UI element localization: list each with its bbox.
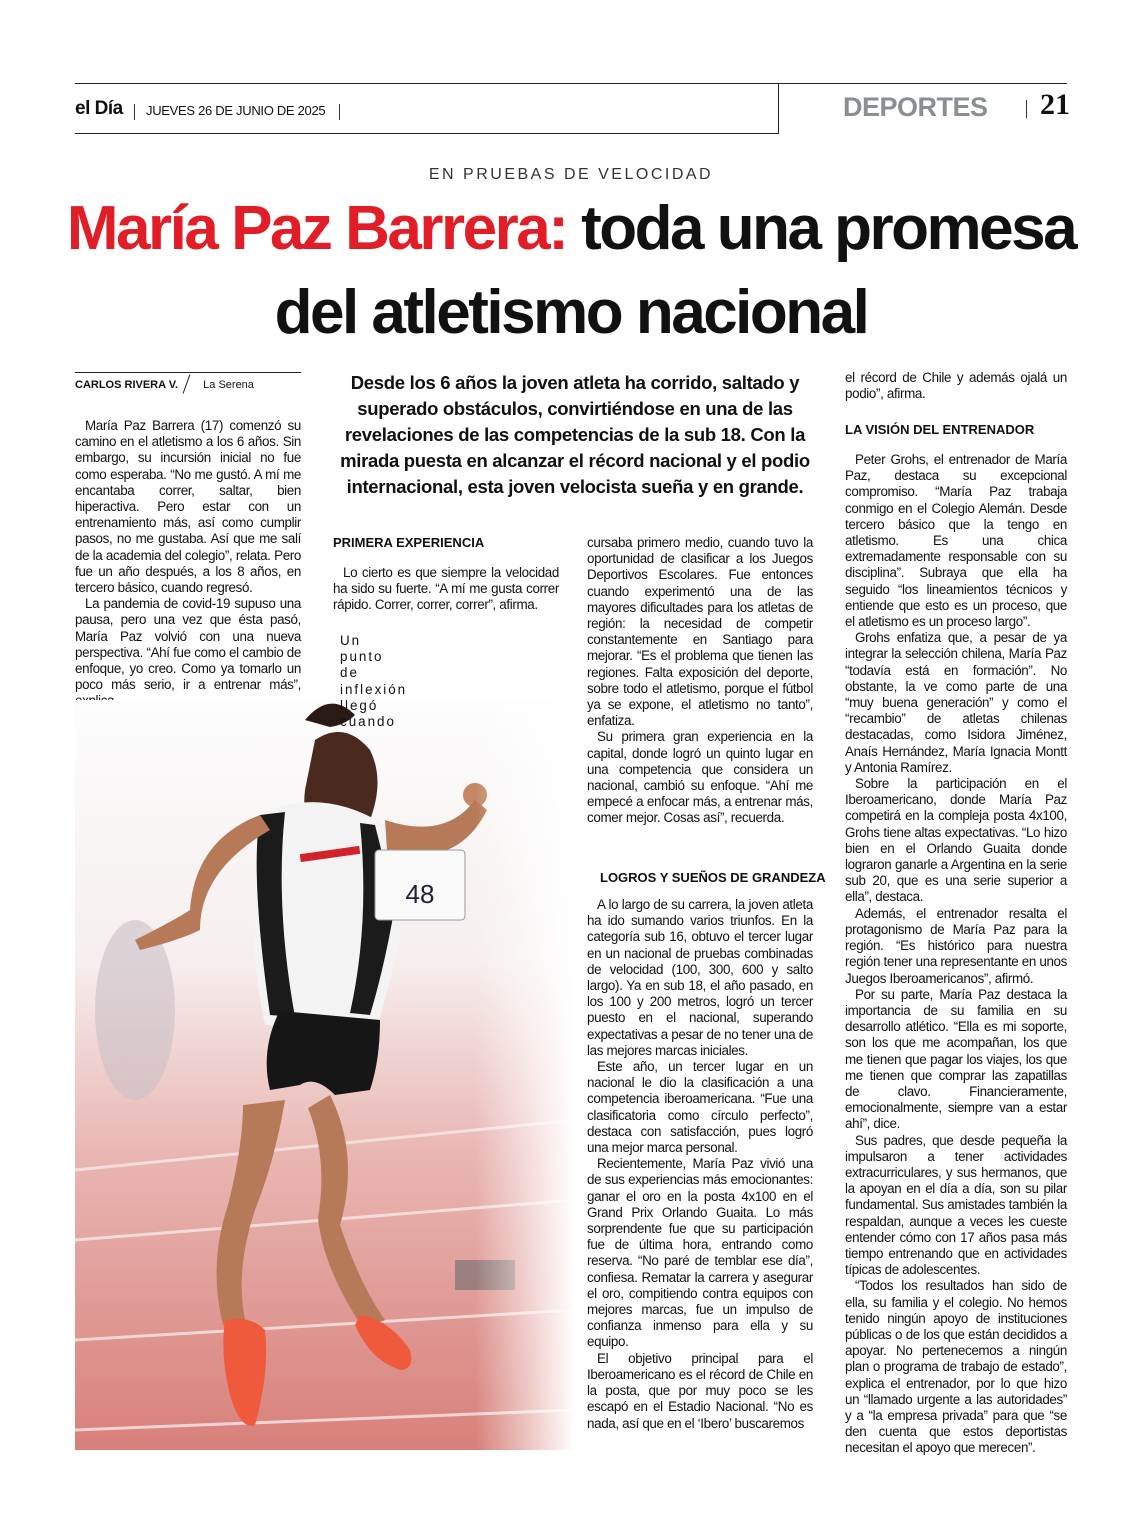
subhead-vision: LA VISIÓN DEL ENTRENADOR xyxy=(845,422,1035,437)
header-separator xyxy=(134,104,135,120)
headline-line-2: del atletismo nacional xyxy=(274,278,868,347)
header-divider xyxy=(778,84,779,134)
paragraph: Un punto de inflexión llegó cuando xyxy=(340,633,408,730)
column-3-bottom xyxy=(587,897,813,1432)
column-1 xyxy=(75,418,301,710)
subhead-logros: LOGROS Y SUEÑOS DE GRANDEZA xyxy=(600,870,826,885)
subhead-primera-experiencia: PRIMERA EXPERIENCIA xyxy=(333,535,485,550)
paragraph: El objetivo principal para el Iberoamericano es el récord de Chile en la posta, que por muy poco se les escapó en el Estadio Nacional. “No es nada, así que en el ‘Ibero’ buscaremos xyxy=(587,1350,813,1431)
location: La Serena xyxy=(203,379,254,391)
section-name: DEPORTES xyxy=(843,92,988,122)
header-bottom-rule xyxy=(75,133,778,134)
issue-date: JUEVES 26 DE JUNIO DE 2025 xyxy=(146,103,326,118)
header-separator xyxy=(1026,100,1027,118)
column-4 xyxy=(845,452,1067,1457)
headline-text: toda una promesa xyxy=(581,194,1076,263)
photo-illustration xyxy=(75,700,575,1450)
paragraph: Por su parte, María Paz destaca la importancia de su familia en su desarrollo atlético. “Ella es mi soporte, son los que me acompañan, los que me tienen que pagar los viajes, los que me tienen que comprar las zapatillas de clavo. Financieramente, emocionalmente, siempre van a estar ahí”, dice. xyxy=(845,986,1067,1132)
author: CARLOS RIVERA V. xyxy=(75,379,179,391)
column-4-top xyxy=(845,370,1067,402)
column-2-wrap xyxy=(340,633,408,730)
paragraph: Grohs enfatiza que, a pesar de ya integrar la selección chilena, María Paz “todavía está en formación”. No obstante, la ve como parte de una “muy buena generación” y como el “recambio” de atletas chilenas destacadas, como Isidora Jiménez, Anaís Hernández, María Ignacia Montt y Antonia Ramírez. xyxy=(845,630,1067,775)
paragraph: Además, el entrenador resalta el protagonismo de María Paz para la región. “Es histórico para nuestra región tener una representante en unos Juegos Iberoamericanos”, afirmó. xyxy=(845,905,1067,986)
column-3-top xyxy=(587,535,813,827)
paragraph: Peter Grohs, el entrenador de María Paz, destaca su excepcional compromiso. “María Paz trabaja conmigo en el Colegio Alemán. Desde tercero básico que la tengo en atletismo. Es una chica extremadamente responsable con su disciplina”. Subraya que ella ha seguido “los lineamientos técnicos y entiende que esto es un proceso, que el atletismo es un proceso largo”. xyxy=(845,452,1067,630)
paragraph: Lo cierto es que siempre la velocidad ha sido su fuerte. “A mí me gusta correr rápido. Correr, correr, correr”, afirma. xyxy=(333,565,559,613)
header-top-rule xyxy=(75,83,1067,84)
paragraph: Su primera gran experiencia en la capital, donde logró un quinto lugar en una competencia que considera un nacional, cambió su enfoque. “Ahí me empecé a enfocar más, a entrenar más, comer mejor. Cosas así”, recuerda. xyxy=(587,729,813,826)
paragraph: “Todos los resultados han sido de ella, su familia y el colegio. No hemos tenido ningún apoyo de instituciones públicas o de los que están decididos a apoyar. No pertenecemos a ningún plan o programa de trabajo de estado”, explica el entrenador, por lo que hizo un “llamado urgente a las autoridades” y a “la empresa privada” para que “se den cuenta que estos deportistas necesitan el apoyo que merecen”. xyxy=(845,1278,1067,1456)
athlete-photo xyxy=(75,700,575,1450)
page-number: 21 xyxy=(1040,88,1070,121)
paragraph: Sobre la participación en el Iberoamericano, donde María Paz competirá en la compleja posta 4x100, Grohs tiene altas expectativas. “Lo hizo bien en el Orlando Guaita donde lograron ganarle a Argentina en la serie sub 20, que es una serie superior a ella”, destaca. xyxy=(845,776,1067,905)
lead-paragraph: Desde los 6 años la joven atleta ha corrido, saltado y superado obstáculos, convirtiéndose en una de las revelaciones de las competencias de la sub 18. Con la mirada puesta en alcanzar el récord nacional y el podio internacional, esta joven velocista sueña y en grande. xyxy=(340,372,810,497)
header-separator xyxy=(339,104,340,120)
headline-line-1 xyxy=(0,196,1142,262)
kicker: EN PRUEBAS DE VELOCIDAD xyxy=(428,166,714,183)
column-2 xyxy=(333,565,559,614)
paragraph: A lo largo de su carrera, la joven atleta ha ido sumando varios triunfos. En la categoría sub 16, obtuvo el tercer lugar en un nacional de pruebas combinadas de velocidad (100, 300, 600 y salto largo). Ya en sub 18, el año pasado, en los 100 y 200 metros, logró un tercer puesto en el nacional, superando expectativas a pesar de no tener una de las mejores marcas iniciales. xyxy=(587,897,813,1058)
headline-name: María Paz Barrera: xyxy=(66,194,567,263)
paragraph: el récord de Chile y además ojalá un podio”, afirma. xyxy=(845,370,1067,402)
paragraph: María Paz Barrera (17) comenzó su camino en el atletismo a los 6 años. Sin embargo, su incursión inicial no fue como esperaba. “No me gustó. A mí me encantaba correr, saltar, bien hiperactiva. Pero estar con un entrenamiento más, así como cumplir pasos, no me gustaba. Así que me salí de la academia del colegio”, relata. Pero fue un año después, a los 8 años, en tercero básico, cuando regresó. xyxy=(75,418,301,596)
paragraph: Recientemente, María Paz vivió una de sus experiencias más emocionantes: ganar el oro en la posta 4x100 en el Grand Prix Orlando Guaita. Lo más sorprendente fue que su participación fue de última hora, entrando como reserva. “No paré de temblar ese día”, confiesa. Rematar la carrera y asegurar el oro, compitiendo contra equipos con mejores marcas, fue un impulso de confianza inmenso para ella y su equipo. xyxy=(587,1156,813,1350)
paragraph: Sus padres, que desde pequeña la impulsaron a tener actividades extracurriculares, y sus hermanos, que la apoyan en el día a día, son su pilar fundamental. Sus amistades también la respaldan, aunque a veces les cueste entender cómo con 17 años pasa más tiempo entrenando que en actividades típicas de adolescentes. xyxy=(845,1132,1067,1278)
paragraph: La pandemia de covid-19 supuso una pausa, pero una vez que ésta pasó, María Paz volvió con una nueva perspectiva. “Ahí fue como el cambio de enfoque, yo creo. Como ya tomarlo un poco más serio, ir a entrenar más”, xyxy=(75,596,301,693)
paragraph: cursaba primero medio, cuando tuvo la oportunidad de clasificar a los Juegos Deportivos Escolares. Fue entonces cuando experimentó una de las mayores dificultades para los atletas de región: la necesidad de competir constantemente en Santiago para mejorar. “Es el problema que tienen las regiones. Falta exposición del deporte, sobre todo el atletismo, porque el fútbol ya se expone, el atletismo no tanto”, enfatiza. xyxy=(587,535,813,729)
paragraph: Este año, un tercer lugar en un nacional le dio la clasificación a una competencia iberoamericana. “Fue una clasificatoria como círculo perfecto”, destaca con satisfacción, pues logró una mejor marca personal. xyxy=(587,1059,813,1156)
masthead: el Día xyxy=(75,98,123,119)
byline-rule xyxy=(75,372,301,373)
byline xyxy=(75,379,254,391)
